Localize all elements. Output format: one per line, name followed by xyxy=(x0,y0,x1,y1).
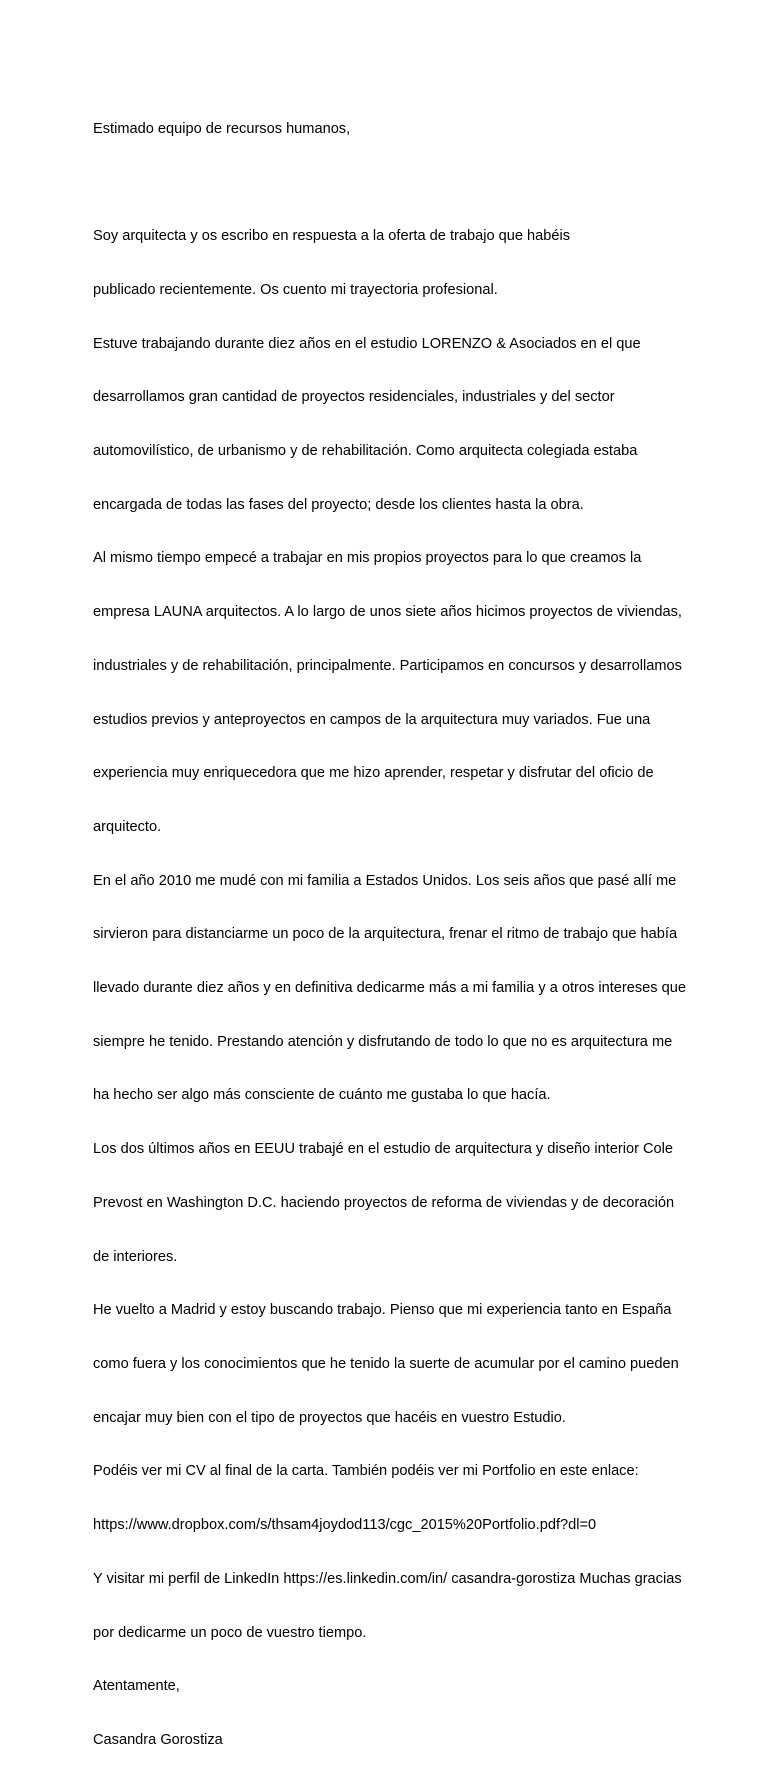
letter-line: siempre he tenido. Prestando atención y disfrutando de todo lo que no es arquitectura me xyxy=(93,1033,673,1050)
letter-closing: Atentamente, xyxy=(93,1678,180,1695)
letter-line: Prevost en Washington D.C. haciendo proyectos de reforma de viviendas y de decoración xyxy=(93,1194,675,1211)
portfolio-link[interactable]: https://www.dropbox.com/s/thsam4joydod113/cgc_2015%20Portfolio.pdf?dl=0 xyxy=(93,1517,597,1534)
letter-line: Podéis ver mi CV al final de la carta. También podéis ver mi Portfolio en este enlace: xyxy=(93,1463,639,1480)
letter-line: Soy arquitecta y os escribo en respuesta a la oferta de trabajo que habéis xyxy=(93,228,571,245)
letter-line: llevado durante diez años y en definitiva dedicarme más a mi familia y a otros intereses que xyxy=(93,980,686,997)
letter-line: encargada de todas las fases del proyecto; desde los clientes hasta la obra. xyxy=(93,496,584,513)
letter-line: industriales y de rehabilitación, principalmente. Participamos en concursos y desarrollamos xyxy=(93,657,682,674)
letter-line: Al mismo tiempo empecé a trabajar en mis propios proyectos para lo que creamos la xyxy=(93,550,642,567)
letter-signature: Casandra Gorostiza xyxy=(93,1731,223,1748)
letter-line: de interiores. xyxy=(93,1248,178,1265)
letter-line: estudios previos y anteproyectos en campos de la arquitectura muy variados. Fue una xyxy=(93,711,651,728)
letter-line: Estuve trabajando durante diez años en el estudio LORENZO & Asociados en el que xyxy=(93,335,641,352)
letter-line: sirvieron para distanciarme un poco de la arquitectura, frenar el ritmo de trabajo que había xyxy=(93,926,678,943)
letter-line: Los dos últimos años en EEUU trabajé en el estudio de arquitectura y diseño interior Cole xyxy=(93,1141,674,1158)
letter-line: automovilístico, de urbanismo y de rehabilitación. Como arquitecta colegiada estaba xyxy=(93,443,638,460)
letter-greeting: Estimado equipo de recursos humanos, xyxy=(93,120,351,137)
letter-line: arquitecto. xyxy=(93,818,162,835)
letter-line: ha hecho ser algo más consciente de cuánto me gustaba lo que hacía. xyxy=(93,1087,551,1104)
cover-letter xyxy=(93,85,693,1786)
letter-line: He vuelto a Madrid y estoy buscando trabajo. Pienso que mi experiencia tanto en España xyxy=(93,1302,672,1319)
letter-line: por dedicarme un poco de vuestro tiempo. xyxy=(93,1624,367,1641)
letter-line: En el año 2010 me mudé con mi familia a Estados Unidos. Los seis años que pasé allí me xyxy=(93,872,677,889)
letter-line: experiencia muy enriquecedora que me hizo aprender, respetar y disfrutar del oficio de xyxy=(93,765,654,782)
letter-line: empresa LAUNA arquitectos. A lo largo de unos siete años hicimos proyectos de viviendas, xyxy=(93,604,682,621)
letter-line: encajar muy bien con el tipo de proyectos que hacéis en vuestro Estudio. xyxy=(93,1409,566,1426)
blank-line xyxy=(93,175,693,193)
letter-line: desarrollamos gran cantidad de proyectos residenciales, industriales y del sector xyxy=(93,389,615,406)
letter-line: Y visitar mi perfil de LinkedIn https://es.linkedin.com/in/ casandra-gorostiza Muchas gracias xyxy=(93,1570,682,1587)
letter-line: como fuera y los conocimientos que he tenido la suerte de acumular por el camino pueden xyxy=(93,1355,679,1372)
letter-line: publicado recientemente. Os cuento mi trayectoria profesional. xyxy=(93,281,498,298)
